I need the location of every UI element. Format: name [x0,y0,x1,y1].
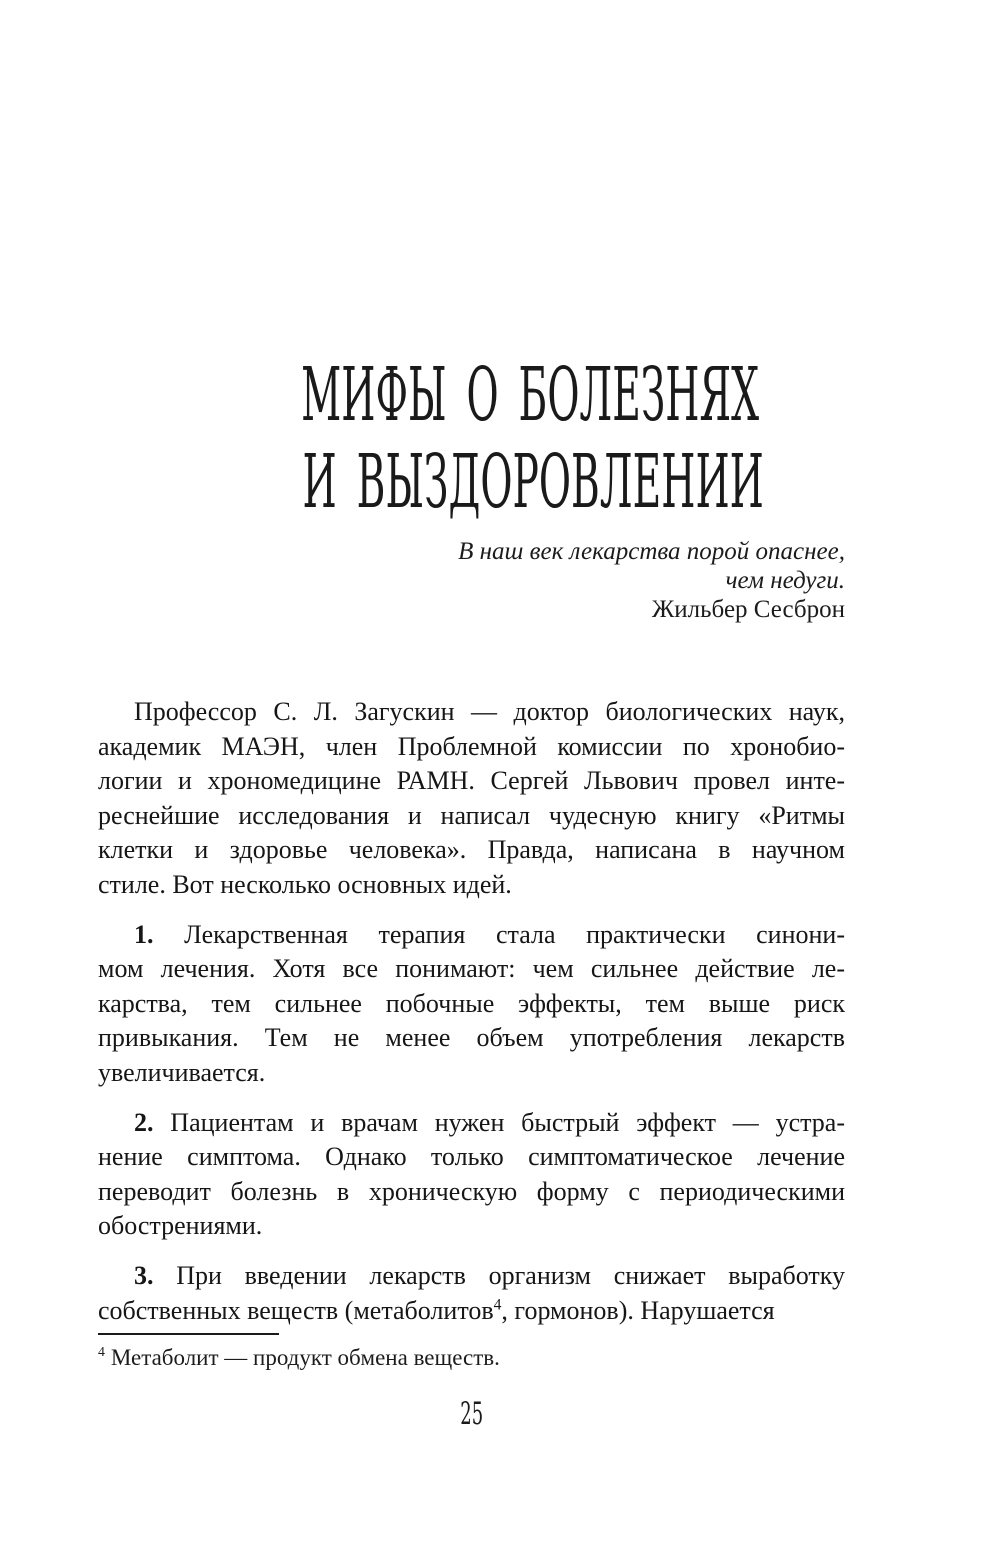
epigraph-attribution: Жильбер Сесброн [651,596,845,623]
epigraph [98,537,845,624]
paragraph [98,695,845,903]
footnote-marker: 4 [98,1344,105,1360]
paragraph [98,1259,845,1328]
paragraph-number: 2. [134,1107,154,1137]
text-line: увеличивается. [98,1057,266,1087]
chapter-title-line-1: МИФЫ О БОЛЕЗНЯХ [301,352,760,438]
body-text [98,695,845,1328]
text-line: реснейшие исследования и написал чудесную книгу «Ритмы [98,800,845,830]
paragraph [98,1106,845,1244]
chapter-title-line-2: И ВЫЗДОРОВЛЕНИИ [302,439,764,525]
text-line: стиле. Вот несколько основных идей. [98,869,512,899]
footnote-reference: 4 [493,1295,502,1313]
paragraph-number: 1. [134,919,154,949]
paragraph-number: 3. [134,1260,154,1290]
text-line: логии и хрономедицине РАМН. Сергей Львович провел инте- [98,766,845,796]
footnote [98,1344,845,1372]
page-number: 25 [460,1396,483,1432]
text-line: Профессор С. Л. Загускин — доктор биологических наук, [134,697,845,726]
footnote-separator [98,1333,279,1335]
footnote-text: Метаболит — продукт обмена веществ. [110,1345,500,1370]
text-line: 1. Лекарственная терапия стала практически синони- [134,919,845,949]
text-line: обострениями. [98,1211,263,1241]
text-line: собственных веществ (метаболитов$^4$, гормонов). Нарушается [98,1295,775,1325]
text-line: академик МАЭН, член Проблемной комиссии по хронобио- [98,731,845,761]
text-line: переводит болезнь в хроническую форму с периодическими [98,1176,845,1206]
text-line: 3. При введении лекарств организм снижает выработку [134,1260,845,1290]
epigraph-line: чем недуги. [725,567,845,594]
text-line: клетки и здоровье человека». Правда, написана в научном [98,835,845,865]
epigraph-line: В наш век лекарства порой опаснее, [458,538,845,565]
paragraph [98,918,845,1091]
text-line: привыкания. Тем не менее объем употребления лекарств [98,1023,845,1053]
text-line: мом лечения. Хотя все понимают: чем сильнее действие ле- [98,954,845,984]
text-line: нение симптома. Однако только симптоматическое лечение [98,1142,845,1172]
text-line: карства, тем сильнее побочные эффекты, тем выше риск [98,988,845,1018]
chapter-title [98,352,845,526]
text-line: 2. Пациентам и врачам нужен быстрый эффект — устра- [134,1107,845,1137]
